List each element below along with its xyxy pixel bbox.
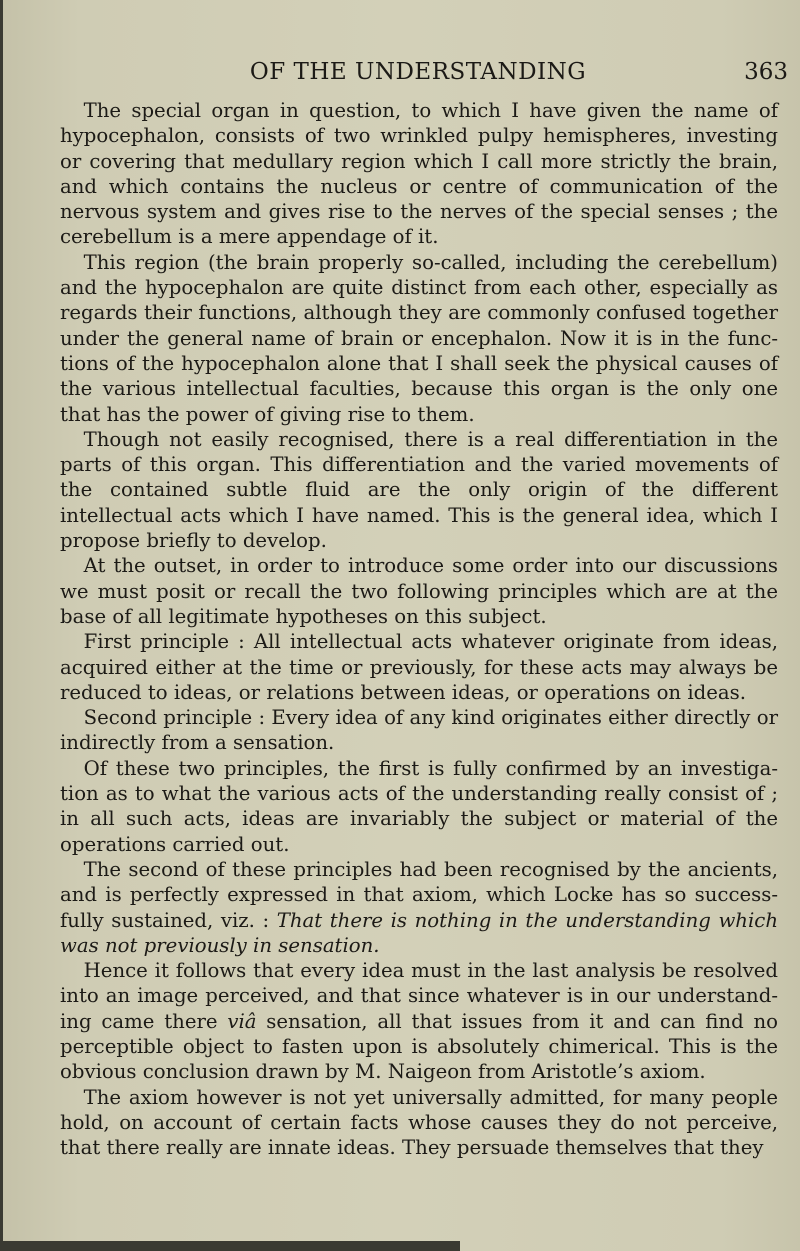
paragraph: First principle : All intellectual acts whatever originate from ideas, acquired either at the time or previously, for these acts may always be reduced to ideas, or relations between ideas, or operations on ideas. <box>60 630 778 704</box>
locke-quote: That there is nothing in the understanding which was not previously in sensation. <box>60 908 778 957</box>
paragraph: This region (the brain properly so-called, including the cerebellum) and the hypocephalon are quite distinct from each other, especially as regards their functions, although they are commonly confused together under the general name of brain or encephalon. Now it is in the functions of the hypocephalon alone that I shall seek the physical causes of the various intellectual faculties, because this organ is the only one that has the power of giving rise to them. <box>60 250 778 426</box>
paragraph <box>60 857 778 958</box>
italic-term: viâ <box>227 1009 257 1033</box>
running-title: OF THE UNDERSTANDING <box>249 59 587 85</box>
page-number: 363 <box>744 59 788 85</box>
running-head <box>48 59 788 89</box>
page-bottom-shadow <box>0 1241 460 1251</box>
paragraph: Of these two principles, the first is fully confirmed by an investigation as to what the various acts of the understanding really consist of ; in all such acts, ideas are invariably the subject or material of the operations carried out. <box>60 756 778 856</box>
paragraph: The axiom however is not yet universally admitted, for many people hold, on account of certain facts whose causes they do not perceive, that there really are innate ideas. They persuade themselves that they <box>60 1085 778 1160</box>
paragraph: The special organ in question, to which I have given the name of hypocephalon, consists of two wrinkled pulpy hemispheres, investing or covering that medullary region which I call more strictly the brain, and which contains the nucleus or centre of communication of the nervous system and gives rise to the nerves of the special senses ; the cerebellum is a mere appendage of it. <box>60 99 778 249</box>
paragraph-text: The second of these principles had been recognised by the ancients, and is perfectly expressed in that axiom, which Locke has so successfully sustained, viz. : <box>60 857 778 932</box>
paragraph-text: Hence it follows that every idea must in the last analysis be resolved into an image perceived, and that since whatever is in our understanding came there <box>60 959 778 1033</box>
paragraph <box>60 958 778 1084</box>
paragraph-text: sensation, all that issues from it and can find no perceptible object to fasten upon is absolutely chimerical. This is the obvious conclusion drawn by M. Naigeon from Aristotle’s axiom. <box>60 1009 778 1084</box>
paragraph: Second principle : Every idea of any kind originates either directly or indirectly from a sensation. <box>60 706 778 755</box>
paragraph: Though not easily recognised, there is a real differentiation in the parts of this organ. This differentiation and the varied movements of the contained subtle fluid are the only origin of the different intellectual acts which I have named. This is the general idea, which I propose briefly to develop. <box>60 427 778 553</box>
page-edge-shadow <box>0 0 3 1251</box>
body-text <box>60 98 778 1160</box>
paragraph: At the outset, in order to introduce some order into our discussions we must posit or recall the two following principles which are at the base of all legitimate hypotheses on this subject. <box>60 554 778 628</box>
